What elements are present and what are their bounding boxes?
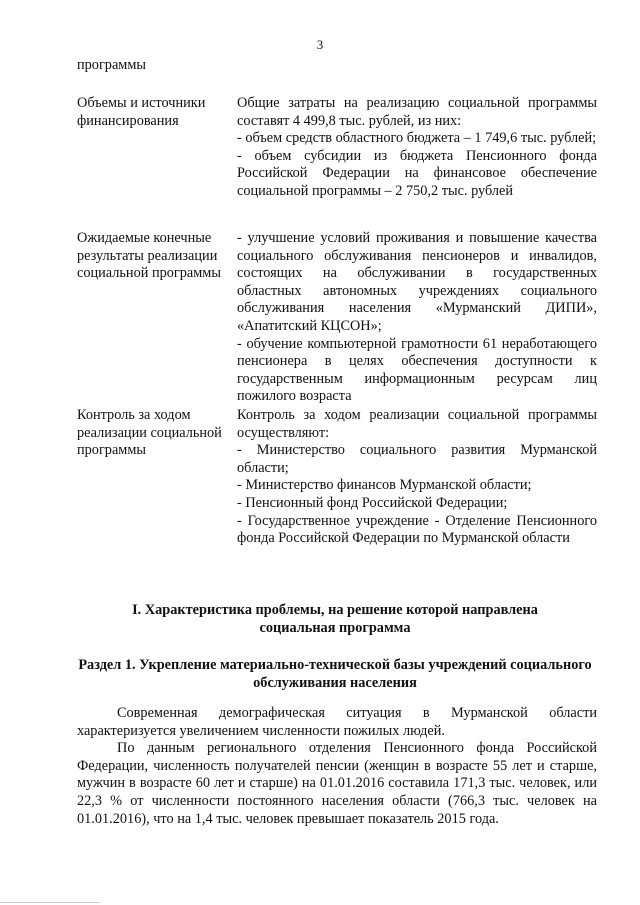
control-paragraph: - Пенсионный фонд Российской Федерации; [237,494,508,511]
row-value-financing [237,95,597,230]
row-label-results: Ожидаемые конечные результаты реализации социальной программы [77,230,221,282]
footer-rule [0,902,100,903]
table-row [77,407,597,548]
table-row [77,57,597,95]
chapter-heading: I. Характеристика проблемы, на решение которой направлена социальная программа [132,602,538,636]
row-label-continued: программы [77,57,147,73]
body-paragraph: По данным регионального отделения Пенсионного фонда Российской Федерации, численность получателей пенсии (женщин в возрасте 55 лет и старше, мужчин в возрасте 60 лет и старше) на 01.01.2016 составила 171,3 тыс. человек, или 22,3 % от численности постоянного населения области (766,3 тыс. человек на 01.01.2016), что на 1,4 тыс. человек превышает показатель 2015 года. [77,740,597,827]
results-paragraph: - улучшение условий проживания и повышение качества социального обслуживания пенсионеров и инвалидов, состоящих на обслуживании в государственных областных автономных учреждениях социального обслуживания населения «Мурманский ДИПИ», «Апатитский КЦСОН»; [237,230,597,334]
row-value-control [237,407,597,548]
section-heading: Раздел 1. Укрепление материально-технической базы учреждений социального обслуживания населения [78,657,592,691]
table-row [77,230,597,407]
passport-table [77,57,597,548]
control-paragraph: Контроль за ходом реализации социальной программы осуществляют: [237,407,597,441]
results-paragraph: - обучение компьютерной грамотности 61 неработающего пенсионера в целях обеспечения доступности к государственным информационным ресурсам лиц пожилого возраста [237,335,597,405]
row-label-financing: Объемы и источники финансирования [77,95,206,129]
financing-paragraph: - объем субсидии из бюджета Пенсионного фонда Российской Федерации на финансовое обеспечение социальной программы – 2 750,2 тыс. рублей [237,147,597,199]
financing-paragraph: Общие затраты на реализацию социальной программы составят 4 499,8 тыс. рублей, из них: [237,95,597,129]
row-value-results [237,230,597,407]
body-paragraph: Современная демографическая ситуация в Мурманской области характеризуется увеличением численности пожилых людей. [77,705,597,739]
page-number: 3 [316,37,324,52]
control-paragraph: - Министерство социального развития Мурманской области; [237,442,597,476]
row-label-control: Контроль за ходом реализации социальной программы [77,407,222,459]
control-paragraph: - Государственное учреждение - Отделение Пенсионного фонда Российской Федерации по Мурманской области [237,512,597,547]
body-text [77,705,597,828]
section-headings [60,602,610,692]
control-paragraph: - Министерство финансов Мурманской области; [237,477,532,494]
financing-paragraph: - объем средств областного бюджета – 1 749,6 тыс. рублей; [237,130,597,147]
table-row [77,95,597,230]
